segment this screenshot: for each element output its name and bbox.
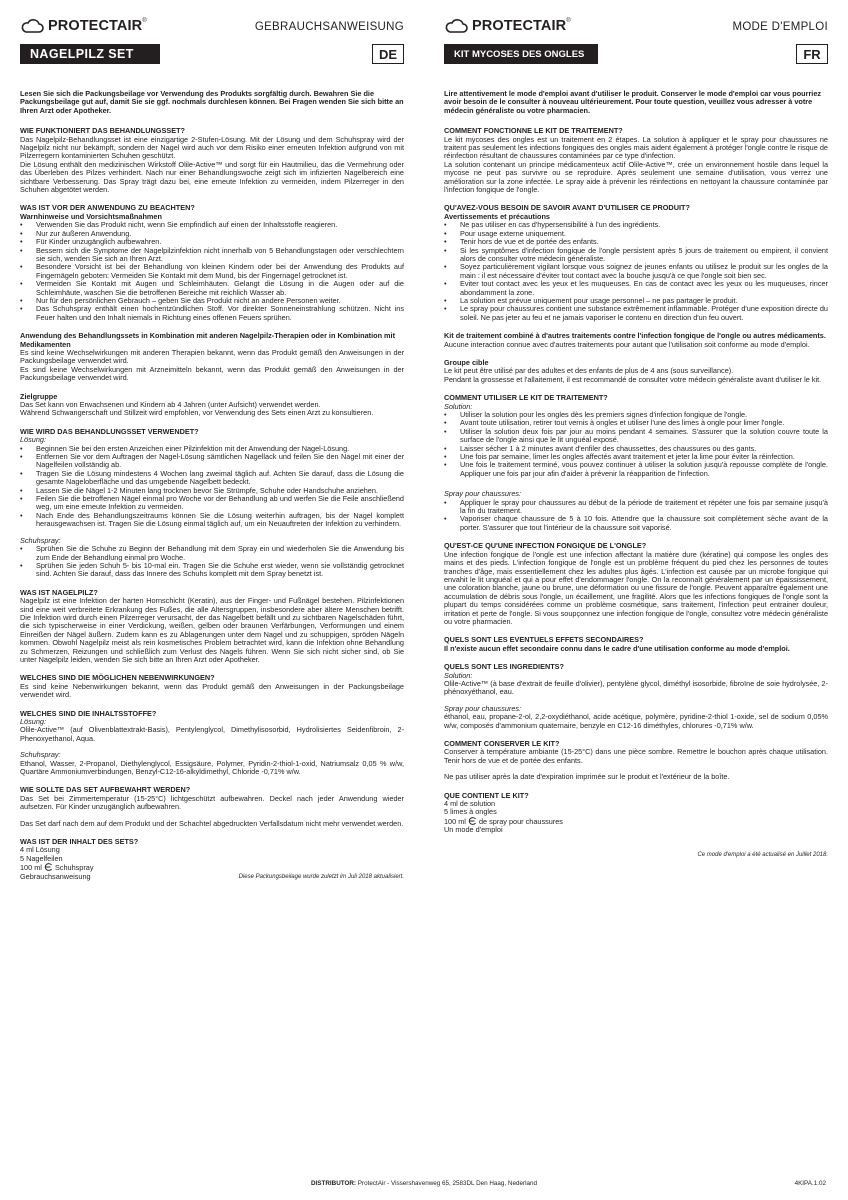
- section-heading: COMMENT CONSERVER LE KIT?: [444, 739, 560, 748]
- title-bar: [444, 44, 828, 66]
- subheading: Schuhspray:: [20, 535, 61, 545]
- distributor-line: [0, 1180, 848, 1187]
- contents-last-row: [20, 873, 404, 881]
- revision-note: Diese Packungsbeilage wurde zuletzt im Juli 2018 aktualisiert.: [238, 873, 404, 880]
- e-mark-icon: [44, 863, 53, 871]
- intro-text: Lire attentivement le mode d'emploi avant d'utiliser le produit. Conserver le mode d'emploi car vous pourriez avoir besoin de le consulter à nouveau ultérieurement. Pour toute question, veuillez vous adresser à votre médecin généraliste ou votre pharmacien.: [444, 89, 822, 115]
- cloud-logo-icon: [20, 18, 44, 34]
- list-item: • Feilen Sie die betroffenen Nägel einmal pro Woche vor der Behandlung ab und werfen Sie die Feile anschließend weg, um eine erneute Infektion zu vermeiden.: [36, 495, 404, 512]
- instructions-body: [444, 90, 828, 859]
- paragraph: Das Set kann von Erwachsenen und Kindern ab 4 Jahren (unter Aufsicht) verwendet werden.: [20, 400, 321, 409]
- list-item: • Verwenden Sie das Produkt nicht, wenn Sie empfindlich auf einen der Inhaltsstoffe reagieren.: [36, 221, 404, 229]
- list-item: • Eviter tout contact avec les yeux et les muqueuses. En cas de contact avec les yeux ou les muqueuses, rincer abondamment la zone.: [460, 280, 828, 297]
- paragraph: Olile-Active™ (à base d'extrait de feuille d'olivier), pentylène glycol, diméthyl isosorbide, fibroïne de soie hydrolysée, 2-phénoxyéthanol, eau.: [444, 678, 828, 697]
- list-item: • Nur zur äußeren Anwendung.: [36, 230, 404, 238]
- paragraph: Die Lösung enthält den medizinischen Wirkstoff Olile-Active™ und sorgt für ein Hautmilieu, das die Vermehrung oder das Überleben des Pilzes verhindert. Nach nur einer Behandlungswoche zeigt sich im infizierten Nagelbereich eine sichtbare Verbesserung. Das Spray trägt dazu bei, eine erneute Infektion zu vermeiden, indem Pilzerreger in den Schuhen abgetötet werden.: [20, 159, 404, 195]
- list-item: • Vermeiden Sie Kontakt mit Augen und Schleimhäuten. Gelangt die Lösung in die Augen oder auf die Schleimhäute, waschen Sie die betroffenen Bereiche mit reichlich Wasser ab.: [36, 280, 404, 297]
- paragraph: Das Set darf nach dem auf dem Produkt und der Schachtel abgedruckten Verfallsdatum nicht mehr verwendet werden.: [20, 818, 404, 828]
- distributor-label: DISTRIBUTOR:: [311, 1180, 357, 1187]
- document-code: 4KIPA.1.02: [794, 1180, 826, 1187]
- list-item: • Sprühen Sie die Schuhe zu Beginn der Behandlung mit dem Spray ein und wiederholen Sie die Anwendung bis zum Ende der Behandlung einmal pro Woche.: [36, 545, 404, 562]
- list-item: • Appliquer le spray pour chaussures au début de la période de traitement et répéter une fois par semaine jusqu'à la fin du traitement.: [460, 499, 828, 516]
- paragraph: Il n'existe aucun effet secondaire connu dans le cadre d'une utilisation conforme au mode d'emploi.: [444, 643, 790, 653]
- paragraph: Während Schwangerschaft und Stillzeit wird empfohlen, vor Verwendung des Sets einen Arzt zu konsultieren.: [20, 408, 374, 418]
- paragraph: Le kit peut être utilisé par des adultes et des enfants de plus de 4 ans (sous surveillance).: [444, 366, 734, 376]
- section-heading: Zielgruppe: [20, 391, 58, 401]
- section-heading: QUE CONTIENT LE KIT?: [444, 790, 529, 800]
- section-heading: WIE FUNKTIONIERT DAS BEHANDLUNGSSET?: [20, 126, 185, 136]
- german-column: [20, 14, 404, 881]
- paragraph: Es sind keine Wechselwirkungen mit Arzneimitteln bekannt, wenn das Produkt gemäß den Anweisungen in der Packungsbeilage verwendet wird.: [20, 364, 404, 383]
- list-item: • Für Kinder unzugänglich aufbewahren.: [36, 238, 404, 246]
- paragraph: Ne pas utiliser après la date d'expiration imprimée sur le produit et l'extérieur de la boîte.: [444, 772, 730, 782]
- list-item: • Tenir hors de vue et de portée des enfants.: [460, 238, 828, 246]
- contents-line: 100 ml Schuhspray: [20, 863, 94, 873]
- list-item: • Tragen Sie die Lösung mindestens 4 Wochen lang zweimal täglich auf. Achten Sie darauf, dass die Lösung die gesamte Nageloberfläche und das umgebende Nagelbett bedeckt.: [36, 470, 404, 487]
- brand-name: PROTECTAIR®: [472, 18, 571, 34]
- spray-usage-list: [20, 545, 404, 579]
- language-badge: DE: [372, 44, 404, 64]
- subheading: Solution:: [444, 401, 473, 411]
- list-item: • Soyez particulièrement vigilant lorsque vous soignez de jeunes enfants ou utilisez le produit sur les ongles de la main : il est nécessaire d'éviter tout contact avec la bouche jusqu'à ce que l'ongle soit bien sec.: [460, 263, 828, 280]
- contents-line: 4 ml Lösung: [20, 845, 60, 855]
- list-item: • Vaporiser chaque chaussure de 5 à 10 fois. Attendre que la chaussure soit complètement sèche avant de la porter. S'assurer que tout l'intérieur de la chaussure soit vaporisé.: [460, 515, 828, 532]
- section-heading: WELCHES SIND DIE MÖGLICHEN NEBENWIRKUNGEN?: [20, 673, 215, 683]
- header: [444, 14, 828, 40]
- e-mark-icon: [468, 817, 477, 825]
- section-heading: WELCHES SIND DIE INHALTSSTOFFE?: [20, 708, 157, 718]
- cloud-logo-icon: [444, 18, 468, 34]
- section-heading: COMMENT UTILISER LE KIT DE TRAITEMENT?: [444, 393, 608, 403]
- paragraph: éthanol, eau, propane-2-ol, 2,2-oxydiéthanol, acide acétique, polymère, pyridine-2-thiol 1-oxide, sel de sodium 0,05% w/w, composés d'ammonium quaternaire, benzyle en C12-16 diméthyles, chlorures -0,71% w/w.: [444, 712, 828, 730]
- section-heading: QU'EST-CE QU'UNE INFECTION FONGIQUE DE L'ONGLE?: [444, 541, 647, 551]
- list-item: • Laisser sécher 1 à 2 minutes avant d'enfiler des chaussettes, des chaussures ou des gants.: [460, 445, 828, 453]
- subheading: Lösung:: [20, 435, 46, 445]
- list-item: • Une fois le traitement terminé, vous pouvez continuer à utiliser la solution jusqu'à repousse complète de l'ongle. Appliquer une fois par jour afin d'aider à prévenir la réapparition de l'infection.: [460, 461, 828, 478]
- header: [20, 14, 404, 40]
- revision-note: Ce mode d'emploi a été actualisé en Juillet 2018.: [697, 851, 828, 858]
- product-title: KIT MYCOSES DES ONGLES: [444, 44, 598, 64]
- section-heading: WAS IST DER INHALT DES SETS?: [20, 837, 139, 847]
- paragraph: Das Nagelpilz-Behandlungsset ist eine einzigartige 2-Stufen-Lösung. Mit der Lösung und dem Schuhspray wird der Nagelpilz nicht nur bekämpft, sondern der Nagel wird auch vor dem Risiko einer erneuten Infektion aufgrund von mit Pilzerregern kontaminierten Schuhen geschützt.: [20, 134, 404, 161]
- brand-logo: [444, 18, 571, 34]
- product-title: NAGELPILZ SET: [20, 44, 160, 64]
- subheading: Avertissements et précautions: [444, 211, 550, 221]
- subheading: Spray pour chaussures:: [444, 703, 522, 713]
- warnings-list: [20, 221, 404, 322]
- section-heading: QUELS SONT LES INGREDIENTS?: [444, 662, 565, 672]
- paragraph: La solution contenant un principe médicamenteux actif Olile-Active™, crée un environnement hostile dans lequel la mycose ne peut pas survivre ou se reproduire. Après seulement une semaine d'utilisation, vous verrez une amélioration sur la zone infectée. Le spray aide à prévenir les réinfections en nettoyant la chaussure contaminée par l'infection fongique de l'ongle.: [444, 159, 828, 195]
- paragraph: Es sind keine Wechselwirkungen mit anderen Therapien bekannt, wenn das Produkt gemäß den Anweisungen in der Packungsbeilage verwendet wird.: [20, 347, 404, 366]
- subheading: Spray pour chaussures:: [444, 489, 522, 499]
- section-heading: Anwendung des Behandlungssets in Kombination mit anderen Nagelpilz-Therapien oder in Kombination mit Medikamenten: [20, 331, 396, 349]
- list-item: • Lassen Sie die Nägel 1-2 Minuten lang trocknen bevor Sie Strümpfe, Schuhe oder Handschuhe anziehen.: [36, 487, 404, 495]
- subheading: Warnhinweise und Vorsichtsmaßnahmen: [20, 211, 162, 221]
- list-item: • Une fois par semaine, limer les ongles affectés avant traitement et jeter la lime pour éviter la réinfection.: [460, 453, 828, 461]
- list-item: • Beginnen Sie bei den ersten Anzeichen einer Pilzinfektion mit der Anwendung der Nagel-Lösung.: [36, 445, 404, 453]
- title-bar: [20, 44, 404, 66]
- paragraph: Es sind keine Nebenwirkungen bekannt, wenn das Produkt gemäß den Anweisungen in der Packungsbeilage verwendet wird.: [20, 681, 404, 700]
- doc-type-label: MODE D'EMPLOI: [732, 21, 828, 33]
- language-badge: FR: [796, 44, 828, 64]
- usage-list: [444, 411, 828, 478]
- brand-name: PROTECTAIR®: [48, 18, 147, 34]
- spray-usage-list: [444, 499, 828, 533]
- footer: [0, 1180, 848, 1192]
- contents-line: Gebrauchsanweisung: [20, 871, 91, 881]
- contents-line: 5 Nagelfeilen: [20, 853, 63, 863]
- brand-logo: [20, 18, 147, 34]
- subheading: Schuhspray:: [20, 750, 61, 760]
- paragraph: Aucune interaction connue avec d'autres traitements pour autant que l'utilisation soit conforme au mode d'emploi.: [444, 339, 810, 349]
- section-heading: WIE WIRD DAS BEHANDLUNGSSET VERWENDET?: [20, 426, 199, 436]
- french-column: [444, 14, 828, 859]
- list-item: • Nur für den persönlichen Gebrauch – geben Sie das Produkt nicht an andere Personen weiter.: [36, 297, 404, 305]
- paragraph: Une infection fongique de l'ongle est une infection affectant la matière dure (kératine) qui compose les ongles des mains et des pieds. L'infection fongique de l'ongle est un problème fréquent du pied chez les personnes de toutes tranches d'âge, mais essentiellement chez les adultes plus âgés. L'infection est causée par un microbe fongique qui envahit le lit unguéal et qui a pour effet d'endommager l'ongle. On la reconnaît généralement par un épaississement, une coloration blanche, jaune ou brune, une déformation ou une fissure de l'ongle. Peuvent apparaître également une accumulation de débris sous l'ongle, un écaillement, une fragilité. Alors que les infections fongiques de l'ongle sont la plupart du temps considérées comme un problème cosmétique, sans traitement, l'infection peut entrainer douleur, irritation et perte de l'ongle. Si vous soupçonnez une infection fongique de l'ongle, consultez votre médecin généraliste ou votre pharmacien.: [444, 549, 828, 626]
- instructions-body: [20, 90, 404, 881]
- paragraph: Olile-Active™ (auf Olivenblattextrakt-Basis), Pentylenglycol, Dimethylisosorbid, Hydrolisiertes Seidenfibroin, 2-Phenoxyethanol, Aqua.: [20, 725, 404, 743]
- list-item: • Utiliser la solution pour les ongles dès les premiers signes d'infection fongique de l'ongle.: [460, 411, 828, 419]
- list-item: • Le spray pour chaussures contient une substance extrêmement inflammable. Protéger d'une exposition directe du soleil. Ne pas jeter au feu et ne jamais vaporiser le contenu en direction d'un feu ouvert.: [460, 305, 828, 322]
- list-item: • Sprühen Sie jeden Schuh 5- bis 10-mal ein. Tragen Sie die Schuhe erst wieder, wenn sie vollständig getrocknet sind. Achten Sie darauf, dass das Innere des Schuhs komplett mit dem Spray benetzt ist.: [36, 562, 404, 579]
- section-heading: Groupe cible: [444, 357, 489, 367]
- list-item: • La solution est prévue uniquement pour usage personnel – ne pas partager le produit.: [460, 297, 828, 305]
- paragraph: Ethanol, Wasser, 2-Propanol, Diethylenglycol, Essigsäure, Polymer, Pyridin-2-thiol-1-oxid, Natriumsalz 0,05 % w/w, Quartäre Ammoniumverbindungen, Benzyl-C12-16-alkyldimethyl, Chloride -0,71% w/w.: [20, 758, 404, 777]
- list-item: • Bessern sich die Symptome der Nagelpilzinfektion nicht innerhalb von 5 Behandlungstagen oder verschlechtern sie sich, wenden Sie sich an Ihren Arzt.: [36, 247, 404, 264]
- list-item: • Utiliser la solution deux fois par jour au moins pendant 4 semaines. S'assurer que la solution couvre toute la surface de l'ongle ainsi que le lit unguéal exposé.: [460, 428, 828, 445]
- section-heading: Kit de traitement combiné à d'autres traitements contre l'infection fongique de l'ongle ou autres médicaments.: [444, 331, 826, 341]
- subheading: Lösung:: [20, 717, 46, 726]
- contents-line: 5 limes à ongles: [444, 807, 497, 817]
- warnings-list: [444, 221, 828, 322]
- list-item: • Pour usage externe uniquement.: [460, 230, 828, 238]
- paragraph: Conserver à température ambiante (15-25°C) dans une pièce sombre. Remettre le bouchon après chaque utilisation. Tenir hors de vue et de portée des enfants.: [444, 747, 828, 765]
- paragraph: Nagelpilz ist eine Infektion der harten Hornschicht (Keratin), aus der Finger- und Fußnägel bestehen. Pilzinfektionen sind eine weit verbreitete Erkrankung des Fußes, die alle Altersgruppen, insbesondere aber ältere Menschen betrifft. Die Infektion wird durch einen Pilzerreger verursacht, der das Nagelbett befällt und zu sichtbaren Nagelschäden führt, die sich typischerweise in einer Verdickung, weißen, gelben oder braunen Verfärbungen, Verformungen und einem Einreißen der Nägel äußern. Zudem kann es zu Ablagerungen unter dem Nagel und zu schuppigen, spröden Nägeln kommen. Obwohl Nagelpilz meist als rein kosmetisches Problem betrachtet wird, kann die Infektion ohne Behandlung zu Schmerzen, Reizungen und schließlich zum Verlust des Nagels führen. Wenn Sie sich nicht sicher sind, ob Sie unter Nagelpilz leiden, wenden Sie sich bitte an Ihren Arzt oder Apotheker.: [20, 596, 404, 664]
- usage-list: [20, 445, 404, 529]
- list-item: • Entfernen Sie vor dem Auftragen der Nagel-Lösung sämtlichen Nagellack und feilen Sie den Nagel mit einer der Nagelfeilen vollständig ab.: [36, 453, 404, 470]
- section-heading: WIE SOLLTE DAS SET AUFBEWAHRT WERDEN?: [20, 785, 191, 795]
- subheading: Solution:: [444, 670, 473, 680]
- section-heading: COMMENT FONCTIONNE LE KIT DE TRAITEMENT?: [444, 126, 623, 136]
- paragraph: Pendant la grossesse et l'allaitement, il est recommandé de consulter votre médecin généraliste avant d'utiliser le kit.: [444, 374, 822, 384]
- list-item: • Besondere Vorsicht ist bei der Behandlung von kleinen Kindern oder bei der Anwendung des Produkts auf Fingernägeln geboten: Vermeiden Sie Kontakt mit dem Mund, bis der Fingernagel getrocknet ist.: [36, 263, 404, 280]
- paragraph: Le kit mycoses des ongles est un traitement en 2 étapes. La solution à appliquer et le spray pour chaussures ne traitent pas seulement les infections fongiques des ongles mais aident également à protéger l'ongle contre le risque de réinfection résultant de chaussures contaminées par ce type d'infection.: [444, 134, 828, 161]
- list-item: • Das Schuhspray enthält einen hochentzündlichen Stoff. Vor direkter Sonneneinstrahlung schützen. Nicht ins Feuer halten und den Inhalt niemals in Richtung eines offenen Feuers sprühen.: [36, 305, 404, 322]
- section-heading: QUELS SONT LES EVENTUELS EFFETS SECONDAIRES?: [444, 635, 644, 645]
- list-item: • Si les symptômes d'infection fongique de l'ongle persistent après 5 jours de traitement ou empirent, il convient alors de consulter votre médecin généraliste.: [460, 247, 828, 264]
- doc-type-label: GEBRAUCHSANWEISUNG: [254, 21, 404, 33]
- list-item: • Nach Ende des Behandlungszeitraums können Sie die Lösung weiterhin auftragen, bis der Nagel komplett herausgewachsen ist. Tragen Sie die Lösung einmal täglich auf, um ein Neuauftreten der Infektion zu verhindern.: [36, 512, 404, 529]
- section-heading: WAS IST NAGELPILZ?: [20, 587, 98, 597]
- contents-line: Un mode d'emploi: [444, 825, 503, 835]
- contents-line: 4 ml de solution: [444, 799, 496, 809]
- contents-line: 100 ml de spray pour chaussures: [444, 816, 563, 826]
- distributor-address: ProtectAir - Vissershavenweg 65, 2583DL Den Haag, Nederland: [357, 1180, 537, 1187]
- section-heading: WAS IST VOR DER ANWENDUNG ZU BEACHTEN?: [20, 203, 195, 213]
- intro-text: Lesen Sie sich die Packungsbeilage vor Verwendung des Produkts sorgfältig durch. Bewahren Sie die Packungsbeilage gut auf, damit Sie sie ggf. nochmals durchlesen können. Bei Fragen wenden Sie sich bitte an Ihren Arzt oder Apotheker.: [20, 89, 404, 115]
- paragraph: Das Set bei Zimmertemperatur (15-25°C) lichtgeschützt aufbewahren. Deckel nach jeder Anwendung wieder aufsetzen. Für Kinder unzugänglich aufbewahren.: [20, 793, 404, 812]
- list-item: • Avant toute utilisation, retirer tout vernis à ongles et utiliser l'une des limes à ongle pour limer l'ongle.: [460, 419, 828, 427]
- section-heading: QU'AVEZ-VOUS BESOIN DE SAVOIR AVANT D'UTILISER CE PRODUIT?: [444, 203, 690, 213]
- list-item: • Ne pas utiliser en cas d'hypersensibilité à l'un des ingrédients.: [460, 221, 828, 229]
